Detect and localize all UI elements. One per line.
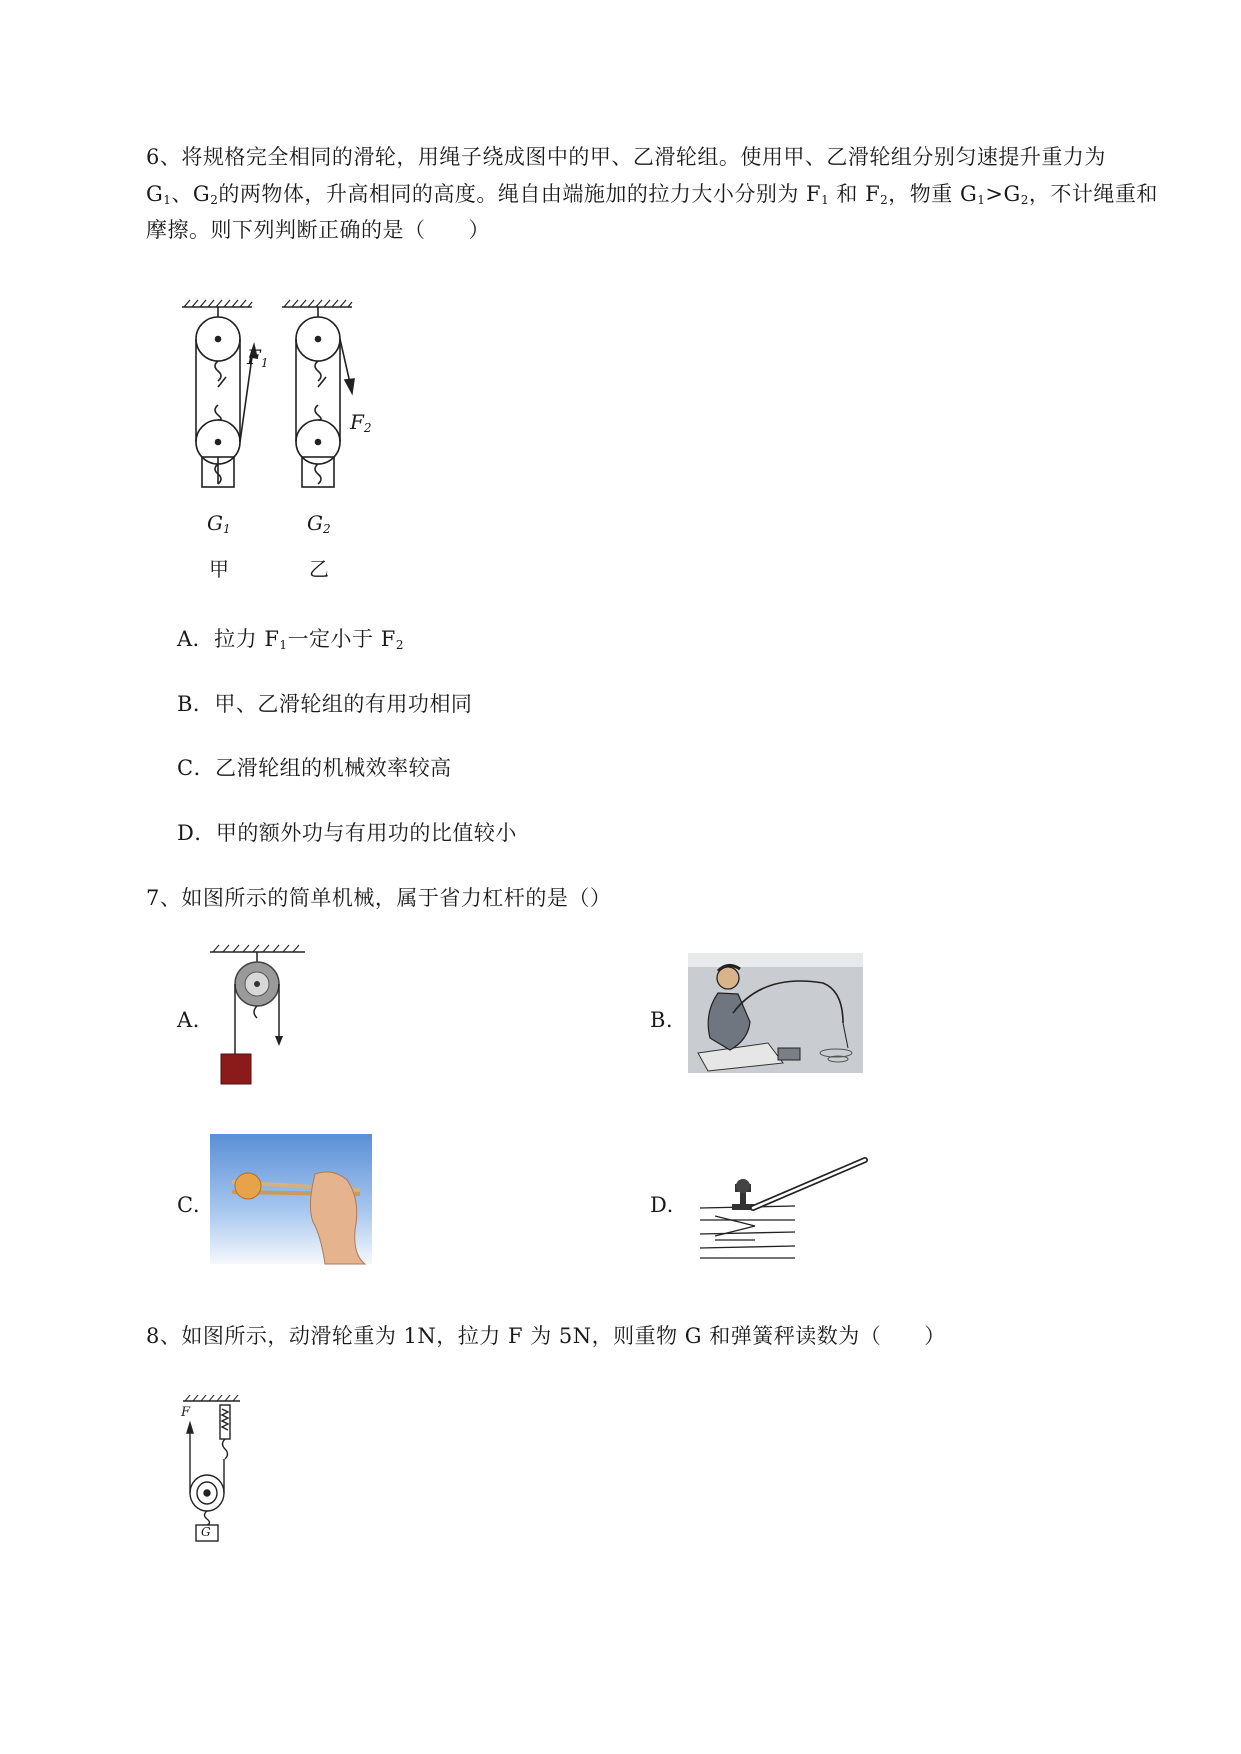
q6-option-b: B．甲、乙滑轮组的有用功相同 bbox=[177, 692, 473, 716]
q7-option-b-label: B. bbox=[650, 1008, 674, 1032]
q6-option-d: D．甲的额外功与有用功的比值较小 bbox=[177, 821, 517, 845]
q7-option-c-label: C. bbox=[177, 1193, 200, 1217]
q6-pulley-figure bbox=[170, 295, 390, 585]
q6-f1-label: $F_1$ bbox=[247, 345, 269, 370]
q8-pulley-spring-figure bbox=[180, 1393, 255, 1543]
q6-caption-jia: 甲 bbox=[209, 557, 229, 581]
q6-g1-label: $G_1$ bbox=[207, 511, 231, 536]
q7-fishing-rod-image bbox=[688, 953, 863, 1073]
q7-fixed-pulley-image bbox=[205, 942, 315, 1090]
q7-option-a-label: A. bbox=[177, 1008, 200, 1032]
q6-option-a: A．拉力 $F_1$一定小于 $F_2$ bbox=[177, 627, 404, 652]
q7-stem: 7、如图所示的简单机械，属于省力杠杆的是（） bbox=[146, 886, 612, 910]
q8-f-label: F bbox=[181, 1405, 191, 1420]
q7-option-d-label: D. bbox=[650, 1193, 674, 1217]
q6-stem-line2: $G_1$、$G_2$的两物体，升高相同的高度。绳自由端施加的拉力大小分别为 $F_1$ 和 $F_2$，物重 $G_1>G_2$，不计绳重和 bbox=[146, 182, 1158, 207]
q6-option-c: C．乙滑轮组的机械效率较高 bbox=[177, 756, 452, 780]
q8-g-label: G bbox=[201, 1525, 211, 1539]
q6-caption-yi: 乙 bbox=[309, 557, 329, 581]
q8-stem: 8、如图所示，动滑轮重为 1N，拉力 F 为 5N，则重物 G 和弹簧秤读数为（ ） bbox=[146, 1324, 946, 1348]
q6-g2-label: $G_2$ bbox=[307, 511, 331, 536]
q7-crowbar-image bbox=[695, 1150, 870, 1265]
q7-chopsticks-image bbox=[210, 1134, 372, 1264]
q6-stem-line1: 6、将规格完全相同的滑轮，用绳子绕成图中的甲、乙滑轮组。使用甲、乙滑轮组分别匀速提升重力为 bbox=[146, 145, 1106, 169]
q6-f2-label: $F_2$ bbox=[350, 410, 372, 435]
q6-stem-line3: 摩擦。则下列判断正确的是（ ） bbox=[146, 218, 490, 242]
